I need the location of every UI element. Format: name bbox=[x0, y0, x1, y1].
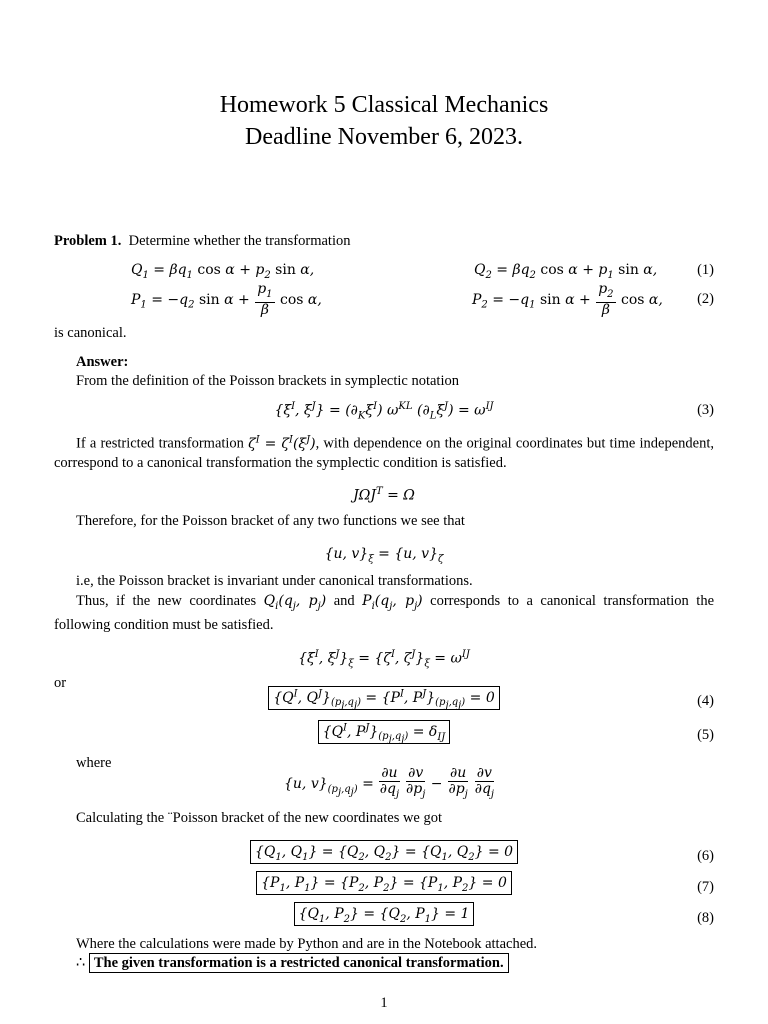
equation-5-box: {$Q^I$, $P^J\}_{(p_j,q_j)} = \delta_{IJ}$ bbox=[318, 720, 451, 744]
therefore-symbol: ∴ bbox=[76, 955, 86, 971]
conclusion-box: The given transformation is a restricted canonical transformation. bbox=[89, 953, 509, 973]
equation-4-row bbox=[0, 688, 768, 711]
restricted-transformation-paragraph bbox=[54, 430, 714, 473]
equation-symplectic-bracket: {$\xi^I$, $\xi^J\} = (\partial_K\xi^I)$ $\omega^{KL}$ $(\partial_L\xi^J) = \omega^{IJ}$ bbox=[274, 401, 494, 422]
equation-number-4: (4) bbox=[697, 693, 714, 709]
restricted-text-b: , with dependence on the original coordinates but time independent, correspond to a canonical transformation the symplectic condition is satisfied. bbox=[54, 435, 715, 471]
title-line-2: Deadline November 6, 2023. bbox=[245, 124, 523, 150]
equation-5-row bbox=[0, 722, 768, 745]
equation-number-7: (7) bbox=[697, 879, 714, 895]
title-line-1: Homework 5 Classical Mechanics bbox=[219, 92, 549, 118]
answer-label: Answer: bbox=[76, 354, 129, 370]
new-coordinates-paragraph bbox=[54, 592, 714, 635]
new-coords-text-a: Thus, if the new coordinates bbox=[76, 593, 257, 609]
equation-number-6: (6) bbox=[697, 848, 714, 864]
problem-label: Problem 1. bbox=[54, 233, 122, 249]
where-text: where bbox=[76, 755, 112, 771]
equation-8-row bbox=[0, 906, 768, 925]
answer-intro: From the definition of the Poisson brackets in symplectic notation bbox=[76, 373, 459, 389]
equation-6-row bbox=[0, 844, 768, 863]
new-coords-text-b: corresponds to a canonical transformation the following condition must be satisfied. bbox=[54, 593, 715, 633]
q-new-coordinate: $Q_i(q_j$, $p_j$) bbox=[263, 593, 327, 612]
or-text: or bbox=[54, 675, 67, 691]
calculating-text: Calculating the ¨Poisson bracket of the new coordinates we got bbox=[76, 810, 443, 826]
equation-7-row bbox=[0, 875, 768, 894]
invariance-text: i.e, the Poisson bracket is invariant under canonical transformations. bbox=[76, 573, 473, 589]
problem-heading bbox=[54, 233, 351, 250]
restricted-text-a: If a restricted transformation bbox=[76, 435, 244, 452]
zeta-expression: $\zeta^I = \zeta^I(\xi^J)$ bbox=[248, 434, 316, 452]
equation-p2: $P_2 = -q_1$ sin α + $\frac{p_2}{\beta}$ cos α, bbox=[472, 281, 663, 318]
p-new-coordinate: $P_i(q_j$, $p_j$) bbox=[362, 593, 423, 612]
equation-bracket-equivalence: {$\xi^I$, $\xi^J\}_\xi = \{\zeta^I$, $\zeta^J\}_\xi = \omega^{IJ}$ bbox=[298, 649, 470, 670]
equation-p1: $P_1 = -q_2$ sin α + $\frac{p_1}{\beta}$ cos α, bbox=[131, 281, 322, 318]
equation-bracket-invariance: {u, $v\}_\xi = \{u$, $v\}_\zeta$ bbox=[324, 546, 444, 565]
problem-statement: Determine whether the transformation bbox=[128, 233, 351, 249]
therefore-text: Therefore, for the Poisson bracket of any two functions we see that bbox=[76, 513, 465, 529]
equation-8-box: {$Q_1$, $P_2\} = \{Q_2$, $P_1\} = 1$ bbox=[294, 902, 475, 926]
page-number: 1 bbox=[380, 995, 388, 1011]
new-coords-and: and bbox=[333, 593, 355, 609]
equation-number-1: (1) bbox=[697, 262, 714, 278]
is-canonical-text: is canonical. bbox=[54, 325, 127, 341]
equation-q2: $Q_2 = \beta q_2$ $\cos \alpha + p_1$ sin α, bbox=[474, 262, 658, 281]
equation-number-5: (5) bbox=[697, 727, 714, 743]
equation-number-8: (8) bbox=[697, 910, 714, 926]
conclusion-row bbox=[76, 955, 509, 972]
equation-7-box: {$P_1$, $P_1\} = \{P_2$, $P_2\} = \{P_1$, $P_2\} = 0$ bbox=[256, 871, 512, 895]
equation-6-box: {$Q_1$, $Q_1\} = \{Q_2$, $Q_2\} = \{Q_1$, $Q_2\} = 0$ bbox=[250, 840, 518, 864]
python-note: Where the calculations were made by Python and are in the Notebook attached. bbox=[76, 936, 538, 952]
equation-q1: $Q_1 = \beta q_1$ $\cos \alpha + p_2$ sin α, bbox=[131, 262, 315, 281]
equation-poisson-definition: {u, $v\}_{(p_j,q_j)}$ = $\frac{\partial u}{\partial q_j}$ $\frac{\partial v}{\partial p_j}$ − $\frac{\partial u}{\partial p_j}$ $\frac{\partial v}{\partial q_j}$ bbox=[284, 765, 495, 800]
equation-number-2: (2) bbox=[697, 291, 714, 307]
equation-symplectic-condition: $J\Omega J^T = \Omega$ bbox=[353, 486, 415, 504]
equation-number-3: (3) bbox=[697, 402, 714, 418]
equation-4-box: {$Q^I$, $Q^J\}_{(p_j,q_j)} = \{P^I$, $P^J\}_{(p_j,q_j)} = 0$ bbox=[268, 686, 499, 710]
